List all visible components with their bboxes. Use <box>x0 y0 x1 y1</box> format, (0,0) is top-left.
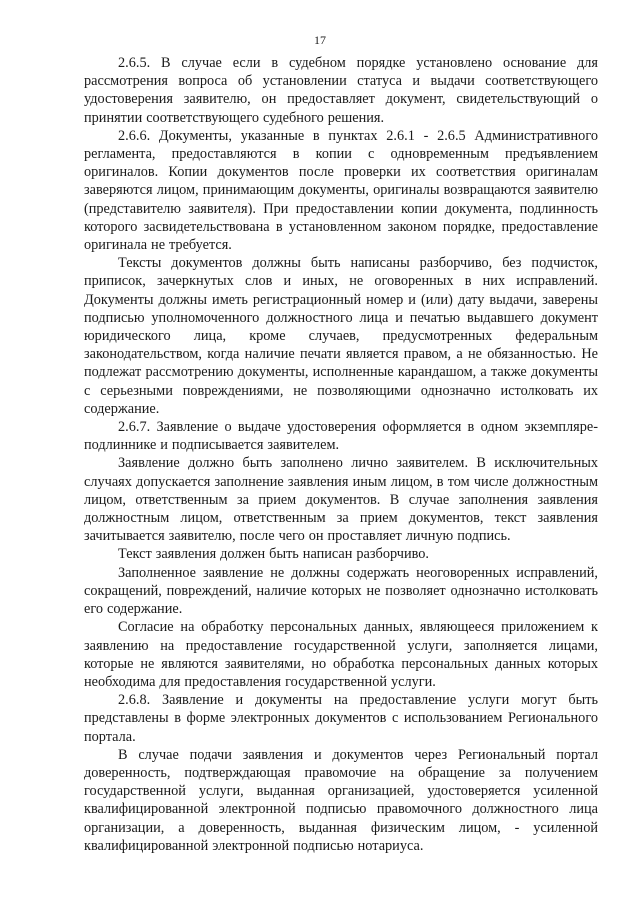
paragraph-legibility: Текст заявления должен быть написан разборчиво. <box>118 546 429 563</box>
paragraph-personal-data-consent: Согласие на обработку персональных данных, являющееся приложением к заявлению на предоставление государственной услуги, заполняется лицами, которые не являются заявителями, но обработка персональных данных которых необходима для предоставления государственной услуги. <box>84 619 598 690</box>
paragraph-document-requirements: Тексты документов должны быть написаны разборчиво, без подчисток, приписок, зачеркнутых слов и иных, не оговоренных в них исправлений. Документы должны иметь регистрационный номер и (или) дату выдачи, заверены подписью уполномоченного должностного лица и печатью выдавшего документ юридического лица, кроме случаев, предусмотренных федеральным законодательством, когда наличие печати является правом, а не обязанностью. Не подлежат рассмотрению документы, исполненные карандашом, а также документы с серьезными повреждениями, не позволяющими однозначно истолковать их содержание. <box>84 255 598 417</box>
paragraph-2-6-7: 2.6.7. Заявление о выдаче удостоверения оформляется в одном экземпляре-подлиннике и подписывается заявителем. <box>84 419 598 454</box>
document-body <box>84 54 598 855</box>
paragraph-no-corrections: Заполненное заявление не должны содержать неоговоренных исправлений, сокращений, повреждений, наличие которых не позволяет однозначно истолковать его содержание. <box>84 564 598 618</box>
paragraph-application-filling: Заявление должно быть заполнено лично заявителем. В исключительных случаях допускается заполнение заявления иным лицом, в том числе должностным лицом, ответственным за прием документов. В случае заполнения заявления должностным лицом, ответственным за прием документов, текст заявления зачитывается заявителю, после чего он проставляет личную подпись. <box>84 455 598 545</box>
page-number: 17 <box>314 33 326 47</box>
paragraph-2-6-5: 2.6.5. В случае если в судебном порядке установлено основание для рассмотрения вопроса об установлении статуса и выдачи соответствующего удостоверения заявителю, он предоставляет документ, свидетельствующий о принятии соответствующего судебного решения. <box>84 55 598 126</box>
paragraph-regional-portal-proxy: В случае подачи заявления и документов через Региональный портал доверенность, подтверждающая правомочие на обращение за получением государственной услуги, выданная организацией, удостоверяется усиленной квалифицированной электронной подписью правомочного должностного лица организации, а доверенность, выданная физическим лицом, - усиленной квалифицированной электронной подписью нотариуса. <box>84 746 598 854</box>
paragraph-2-6-8: 2.6.8. Заявление и документы на предоставление услуги могут быть представлены в форме электронных документов с использованием Регионального портала. <box>84 692 598 745</box>
paragraph-2-6-6: 2.6.6. Документы, указанные в пунктах 2.6.1 - 2.6.5 Административного регламента, предоставляются в копии с одновременным предъявлением оригиналов. Копии документов после проверки их соответствия оригиналам заверяются лицом, принимающим документы, оригиналы возвращаются заявителю (представителю заявителя). При предоставлении копии документа, подлинность которого засвидетельствована в установленном законом порядке, предоставление оригинала не требуется. <box>84 127 598 254</box>
